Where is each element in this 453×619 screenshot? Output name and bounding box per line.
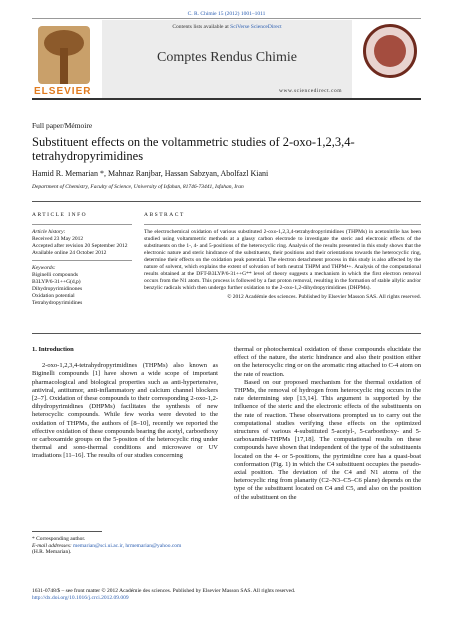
elsevier-logo[interactable] xyxy=(32,26,96,98)
email-label: E-mail addresses: xyxy=(32,542,72,549)
abstract-panel xyxy=(144,212,421,301)
history-received: Received 23 May 2012 xyxy=(32,236,84,242)
keyword-item: Biginelli compounds xyxy=(32,272,78,278)
masthead-banner xyxy=(102,20,352,98)
journal-masthead xyxy=(32,18,421,100)
header-divider xyxy=(32,201,421,202)
abstract-rule xyxy=(144,224,421,225)
journal-reference: C. R. Chimie 15 (2012) 1001–1011 xyxy=(187,11,266,17)
body-paragraph: thermal or photochemical oxidation of these compounds elucidate the effect of the nature, the steric hindrance and also their position either on the heterocyclic ring or on the aromatic ring attached to C-4 atom on the rate of reaction. xyxy=(234,346,421,378)
body-paragraph: 2-oxo-1,2,3,4-tetrahydropyrimidines (THPMs) also known as Biginelli compounds [1] have shown a wide scope of important pharmacological and biological properties such as anti-hypertensive, antiviral, antitumor, anti-inflammatory and calcium channel blockers [2–7]. Oxidation of these compounds to their corresponding 2-oxo-1,2-dihydropyrimidines (DHPMs) facilitates the synthesis of new heterocyclic compounds. While few works were devoted to the oxidation of THPMs, the authors of [8–10], recently we reported the effective oxidation of these compounds bearing the acetyl, carboethoxy or carboxamide groups on the 5-positon of the heterocyclic ring under thermal and sono-thermal conditions and microwave or UV irradiations [11–16]. The results of our studies concerning xyxy=(32,362,218,460)
abstract-divider xyxy=(32,333,421,334)
contents-prefix: Contents lists available at xyxy=(172,24,231,30)
article-info-heading: ARTICLE INFO xyxy=(32,212,88,218)
body-column-left xyxy=(32,346,218,461)
author-list: Hamid R. Memarian *, Mahnaz Ranjbar, Hassan Sabzyan, Abolfazl Kiani xyxy=(32,169,269,178)
paper-title: Substituent effects on the voltammetric studies of 2-oxo-1,2,3,4-tetrahydropyrimidines xyxy=(32,135,355,163)
affiliation: Department of Chemistry, Faculty of Science, University of Isfahan, 81746-73441, Isfahan, Iran xyxy=(32,184,244,190)
seal-center xyxy=(374,35,406,67)
history-accepted: Accepted after revision 20 September 2012 xyxy=(32,243,128,249)
keyword-item: Dihydropyrimidinones xyxy=(32,286,83,292)
elsevier-tree-icon xyxy=(38,26,90,84)
history-online: Available online 24 October 2012 xyxy=(32,250,107,256)
keywords-heading: Keywords: xyxy=(32,265,56,271)
sciencedirect-link[interactable]: SciVerse ScienceDirect xyxy=(230,24,282,30)
keyword-item: B3LYP/6-31++G(d,p) xyxy=(32,279,81,285)
journal-title: Comptes Rendus Chimie xyxy=(157,50,297,65)
body-paragraph: Based on our proposed mechanism for the thermal oxidation of THPMs, the removal of hydrogen from heterocyclic ring occurs in the rate determining step [13,14]. This argument is supported by the influence of the steric and the electronic effects of the substituents on the rate of reaction. These observations prompted us to carry out the computational studies verifying these effects on the optimized structures of various 4-substituted 5-acetyl-, 5-carboethoxy- and 5-carboxamide-THPMs [17,18]. The computational results on these compounds have shown that independent of the type of the substituents located on the 4- or 5-positions, the pyrimidine core has a quasi-boat conformation (Fig. 1) in which the C4 substituent occupies the pseudo-axial position. The deviation of the C4 and N1 atoms of the heterocyclic ring from planarity (C2–N3–C5–C6 plane) depends on the type of the substituent located on C4 and C5, and also on the position of the substituent on the xyxy=(234,378,421,501)
article-info-panel xyxy=(32,212,132,307)
front-matter-notice: 1631-0748/$ – see front matter © 2012 Académie des sciences. Published by Elsevier Masson SAS. All rights reserved. xyxy=(32,588,296,594)
tree-trunk xyxy=(60,48,68,84)
section-heading-introduction: 1. Introduction xyxy=(32,346,74,353)
contents-availability xyxy=(102,24,352,30)
journal-url-link[interactable]: www.sciencedirect.com xyxy=(279,88,342,94)
corresponding-author-footnote xyxy=(32,531,218,556)
info-rule xyxy=(32,224,132,225)
history-heading: Article history: xyxy=(32,229,66,235)
abstract-text: The electrochemical oxidation of various substituted 2-oxo-1,2,3,4-tetrahydropyrimidines (THPMs) in acetonitrile has been studied using voltammetric methods at a glassy carbon electrode to investigate the steric and electronic effects of the substituents on the 1-, 4- and 5-positions of the heterocyclic ring. Analysis of the results presented in this study shows that the electronic nature and steric hindrance of the substituents, their positions and their orientations towards the heterocyclic ring, determine their effects on the oxidation peak potential. The electron detachment process in this study is also affected by the nature of solvent, which explains the extent of solvation of both neutral THPM and THPM•+. Analysis of the computational results obtained at the DFT-B3LYP/6-31++G** level of theory suggests a mechanism in which the first electron removal occurs from the N1 atom. This process is followed by a fast proton removal, resulting in the formation of stable allylic and/or benzylic radicals which then undergo further oxidation to the 2-oxo-1,2-dihydropyrimidines (DHPMs). xyxy=(144,229,421,291)
email-links[interactable]: memarian@sci.ui.ac.ir, hrmemarian@yahoo.com xyxy=(73,542,182,549)
body-column-right xyxy=(234,346,421,502)
info-rule xyxy=(32,260,132,261)
footnote-name: (H.R. Memarian). xyxy=(32,549,72,556)
footnote-rule xyxy=(32,531,102,532)
academie-seal-icon xyxy=(361,22,419,92)
masthead-top-rule xyxy=(32,18,421,19)
page-footer xyxy=(32,588,421,602)
publisher-wordmark: ELSEVIER xyxy=(34,86,92,97)
footnote-corresponding: * Corresponding author. xyxy=(32,536,86,542)
keyword-item: Tetrahydropyrimidines xyxy=(32,300,83,306)
doi-link[interactable]: http://dx.doi.org/10.1016/j.crci.2012.09.009 xyxy=(32,595,129,601)
abstract-heading: ABSTRACT xyxy=(144,212,185,218)
keyword-item: Oxidation potential xyxy=(32,293,75,299)
copyright-notice: © 2012 Académie des sciences. Published by Elsevier Masson SAS. All rights reserved. xyxy=(227,294,421,300)
masthead-bottom-rule xyxy=(32,98,421,100)
section-label: Full paper/Mémoire xyxy=(32,121,93,130)
